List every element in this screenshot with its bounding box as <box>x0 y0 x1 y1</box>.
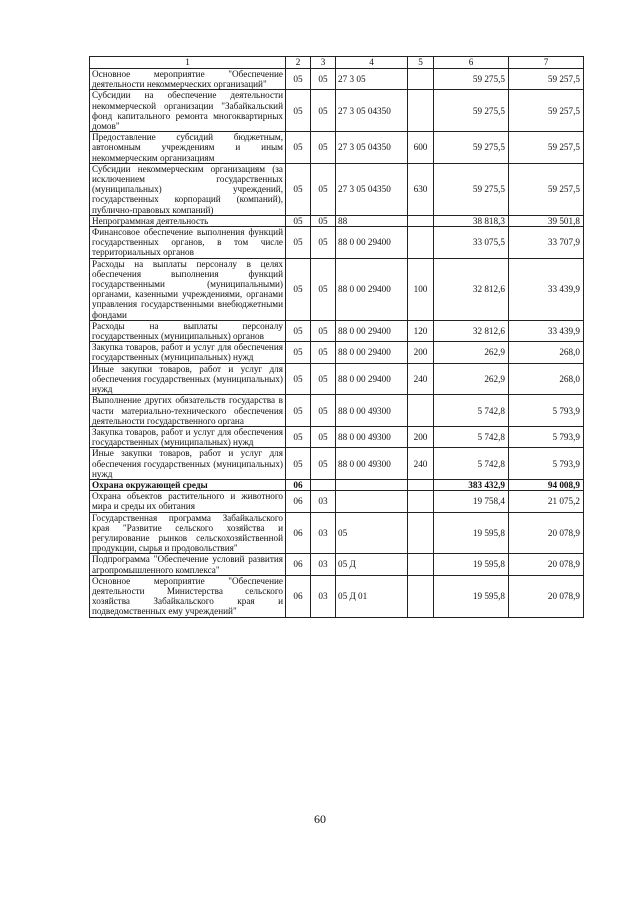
row-target-code: 88 0 00 49300 <box>336 448 408 480</box>
row-amount-year2: 33 707,9 <box>509 227 584 259</box>
row-target-code: 27 3 05 <box>336 69 408 90</box>
row-amount-year2: 20 078,9 <box>509 575 584 617</box>
row-amount-year2: 59 257,5 <box>509 69 584 90</box>
row-section: 06 <box>286 512 311 554</box>
row-expense-type: 200 <box>408 342 434 363</box>
page-number: 60 <box>314 812 326 826</box>
row-target-code: 05 <box>336 512 408 554</box>
header-col-3: 3 <box>311 57 336 69</box>
table-row <box>90 363 584 395</box>
row-section: 05 <box>286 320 311 341</box>
row-amount-year1: 19 595,8 <box>434 512 509 554</box>
row-amount-year2: 5 793,9 <box>509 448 584 480</box>
row-amount-year1: 33 075,5 <box>434 227 509 259</box>
row-amount-year2: 20 078,9 <box>509 512 584 554</box>
row-section: 05 <box>286 395 311 427</box>
table-row <box>90 258 584 320</box>
row-subsection: 05 <box>311 69 336 90</box>
table-row <box>90 69 584 90</box>
row-name: Субсидии некоммерческим организациям (за исключением государственных (муниципальных) учреждений, государственных корпораций (компаний), публично-правовых компаний) <box>90 163 286 215</box>
row-amount-year1: 19 595,8 <box>434 554 509 575</box>
row-expense-type <box>408 554 434 575</box>
header-col-6: 6 <box>434 57 509 69</box>
row-amount-year1: 19 595,8 <box>434 575 509 617</box>
table-row <box>90 575 584 617</box>
table-row <box>90 479 584 490</box>
row-name: Иные закупки товаров, работ и услуг для обеспечения государственных (муниципальных) нужд <box>90 363 286 395</box>
row-subsection: 05 <box>311 395 336 427</box>
row-section: 06 <box>286 479 311 490</box>
row-expense-type: 240 <box>408 448 434 480</box>
table-row <box>90 320 584 341</box>
row-expense-type: 240 <box>408 363 434 395</box>
row-section: 05 <box>286 215 311 226</box>
row-name: Подпрограмма "Обеспечение условий развития агропромышленного комплекса" <box>90 554 286 575</box>
row-expense-type: 600 <box>408 132 434 164</box>
row-target-code: 88 0 00 49300 <box>336 395 408 427</box>
row-subsection: 05 <box>311 132 336 164</box>
row-expense-type: 100 <box>408 258 434 320</box>
row-amount-year1: 5 742,8 <box>434 395 509 427</box>
row-amount-year1: 383 432,9 <box>434 479 509 490</box>
table-row <box>90 395 584 427</box>
row-subsection <box>311 479 336 490</box>
row-subsection: 03 <box>311 512 336 554</box>
row-amount-year2: 59 257,5 <box>509 132 584 164</box>
row-target-code: 05 Д 01 <box>336 575 408 617</box>
row-amount-year1: 5 742,8 <box>434 448 509 480</box>
row-amount-year1: 59 275,5 <box>434 69 509 90</box>
row-amount-year1: 32 812,6 <box>434 258 509 320</box>
row-subsection: 03 <box>311 575 336 617</box>
row-amount-year2: 268,0 <box>509 342 584 363</box>
table-row <box>90 491 584 512</box>
row-name: Основное мероприятие "Обеспечение деятельности Министерства сельского хозяйства Забайкальского края и подведомственных ему учреждений" <box>90 575 286 617</box>
row-target-code: 88 0 00 29400 <box>336 258 408 320</box>
row-amount-year1: 59 275,5 <box>434 163 509 215</box>
row-name: Закупка товаров, работ и услуг для обеспечения государственных (муниципальных) нужд <box>90 426 286 447</box>
row-name: Финансовое обеспечение выполнения функций государственных органов, в том числе территориальных органов <box>90 227 286 259</box>
row-subsection: 05 <box>311 320 336 341</box>
row-subsection: 05 <box>311 90 336 132</box>
row-name: Расходы на выплаты персоналу в целях обеспечения выполнения функций государственными (муниципальными) органами, казенными учреждениями, органами управления государственными внебюджетными фондами <box>90 258 286 320</box>
row-section: 06 <box>286 554 311 575</box>
row-expense-type <box>408 575 434 617</box>
row-subsection: 05 <box>311 426 336 447</box>
header-col-4: 4 <box>336 57 408 69</box>
row-target-code: 88 0 00 29400 <box>336 320 408 341</box>
table-row <box>90 554 584 575</box>
row-amount-year2: 5 793,9 <box>509 395 584 427</box>
row-section: 05 <box>286 90 311 132</box>
row-section: 05 <box>286 426 311 447</box>
row-amount-year2: 268,0 <box>509 363 584 395</box>
row-amount-year2: 59 257,5 <box>509 90 584 132</box>
row-target-code <box>336 479 408 490</box>
row-name: Охрана объектов растительного и животного мира и среды их обитания <box>90 491 286 512</box>
row-expense-type <box>408 512 434 554</box>
row-name: Субсидии на обеспечение деятельности некоммерческой организации "Забайкальский фонд капитального ремонта многоквартирных домов" <box>90 90 286 132</box>
row-amount-year2: 5 793,9 <box>509 426 584 447</box>
row-target-code: 88 0 00 29400 <box>336 363 408 395</box>
header-col-1: 1 <box>90 57 286 69</box>
row-subsection: 05 <box>311 363 336 395</box>
table-row <box>90 342 584 363</box>
row-name: Иные закупки товаров, работ и услуг для обеспечения государственных (муниципальных) нужд <box>90 448 286 480</box>
row-expense-type: 120 <box>408 320 434 341</box>
table-row <box>90 90 584 132</box>
row-subsection: 03 <box>311 491 336 512</box>
budget-table-page <box>89 56 583 618</box>
row-amount-year1: 59 275,5 <box>434 90 509 132</box>
row-amount-year2: 59 257,5 <box>509 163 584 215</box>
row-section: 05 <box>286 227 311 259</box>
table-row <box>90 426 584 447</box>
row-amount-year2: 33 439,9 <box>509 320 584 341</box>
table-row <box>90 512 584 554</box>
row-section: 05 <box>286 258 311 320</box>
row-expense-type <box>408 69 434 90</box>
header-col-5: 5 <box>408 57 434 69</box>
row-amount-year2: 33 439,9 <box>509 258 584 320</box>
row-target-code: 05 Д <box>336 554 408 575</box>
row-target-code: 27 3 05 04350 <box>336 90 408 132</box>
row-amount-year2: 39 501,8 <box>509 215 584 226</box>
row-subsection: 05 <box>311 215 336 226</box>
row-amount-year1: 32 812,6 <box>434 320 509 341</box>
row-expense-type <box>408 90 434 132</box>
row-target-code: 27 3 05 04350 <box>336 163 408 215</box>
row-subsection: 05 <box>311 342 336 363</box>
row-subsection: 05 <box>311 258 336 320</box>
row-amount-year1: 262,9 <box>434 363 509 395</box>
table-row <box>90 163 584 215</box>
row-name: Предоставление субсидий бюджетным, автономным учреждениям и иным некоммерческим организациям <box>90 132 286 164</box>
row-expense-type: 630 <box>408 163 434 215</box>
table-row <box>90 448 584 480</box>
row-expense-type <box>408 227 434 259</box>
row-amount-year1: 262,9 <box>434 342 509 363</box>
row-expense-type <box>408 479 434 490</box>
row-name: Закупка товаров, работ и услуг для обеспечения государственных (муниципальных) нужд <box>90 342 286 363</box>
row-section: 06 <box>286 575 311 617</box>
row-amount-year1: 59 275,5 <box>434 132 509 164</box>
row-name: Основное мероприятие "Обеспечение деятельности некоммерческих организаций" <box>90 69 286 90</box>
row-subsection: 05 <box>311 448 336 480</box>
row-section: 05 <box>286 342 311 363</box>
row-amount-year1: 38 818,3 <box>434 215 509 226</box>
row-name: Непрограммная деятельность <box>90 215 286 226</box>
row-section: 05 <box>286 163 311 215</box>
budget-table <box>89 56 584 618</box>
row-expense-type <box>408 215 434 226</box>
row-target-code: 88 0 00 49300 <box>336 426 408 447</box>
row-amount-year2: 20 078,9 <box>509 554 584 575</box>
row-section: 05 <box>286 69 311 90</box>
row-name: Расходы на выплаты персоналу государственных (муниципальных) органов <box>90 320 286 341</box>
header-col-2: 2 <box>286 57 311 69</box>
row-expense-type <box>408 491 434 512</box>
row-amount-year1: 19 758,4 <box>434 491 509 512</box>
row-section: 05 <box>286 363 311 395</box>
row-amount-year1: 5 742,8 <box>434 426 509 447</box>
row-name: Выполнение других обязательств государства в части материально-технического обеспечения деятельности государственного органа <box>90 395 286 427</box>
row-subsection: 05 <box>311 227 336 259</box>
table-row <box>90 215 584 226</box>
row-name: Государственная программа Забайкальского края "Развитие сельского хозяйства и регулирование рынков сельскохозяйственной продукции, сырья и продовольствия" <box>90 512 286 554</box>
table-row <box>90 132 584 164</box>
table-row <box>90 227 584 259</box>
row-expense-type <box>408 395 434 427</box>
row-section: 05 <box>286 448 311 480</box>
table-header-row <box>90 57 584 69</box>
row-target-code <box>336 491 408 512</box>
row-amount-year2: 94 008,9 <box>509 479 584 490</box>
row-subsection: 05 <box>311 163 336 215</box>
row-name: Охрана окружающей среды <box>90 479 286 490</box>
row-target-code: 27 3 05 04350 <box>336 132 408 164</box>
row-expense-type: 200 <box>408 426 434 447</box>
row-amount-year2: 21 075,2 <box>509 491 584 512</box>
row-section: 06 <box>286 491 311 512</box>
row-target-code: 88 <box>336 215 408 226</box>
header-col-7: 7 <box>509 57 584 69</box>
row-target-code: 88 0 00 29400 <box>336 342 408 363</box>
row-section: 05 <box>286 132 311 164</box>
row-target-code: 88 0 00 29400 <box>336 227 408 259</box>
row-subsection: 03 <box>311 554 336 575</box>
